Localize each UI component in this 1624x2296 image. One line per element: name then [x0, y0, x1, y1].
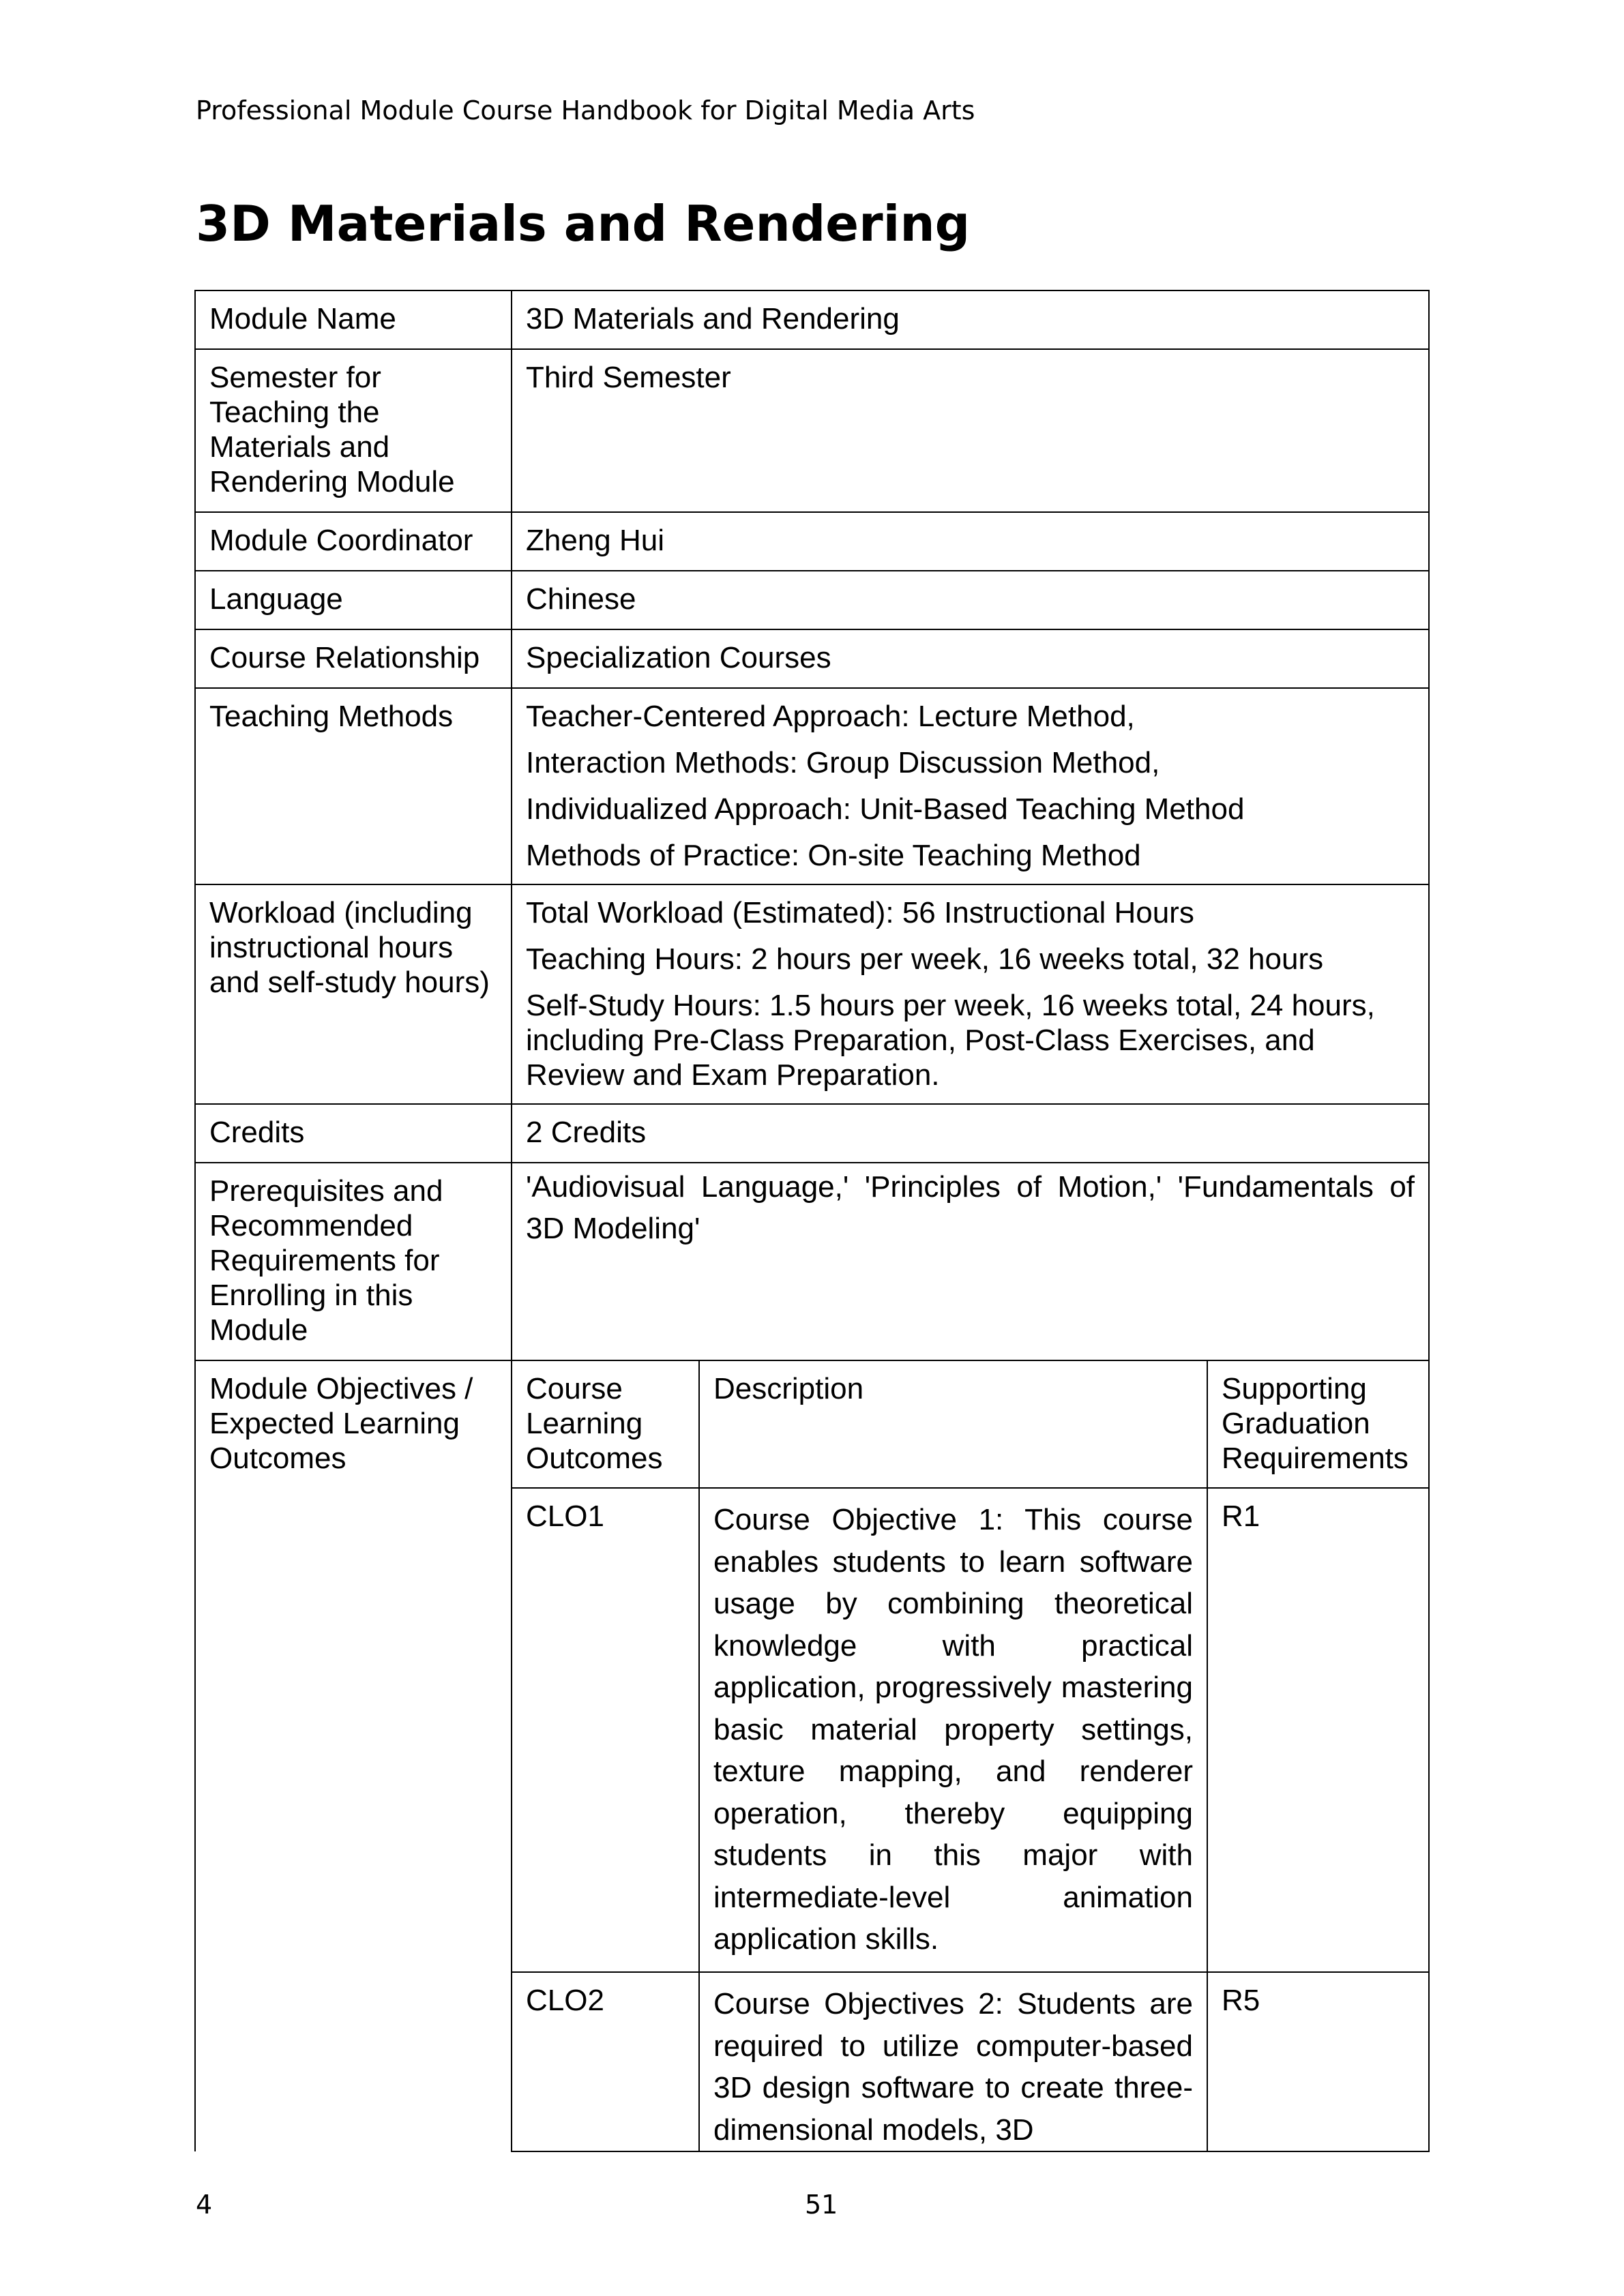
page-title: 3D Materials and Rendering: [196, 195, 971, 252]
value-language: Chinese: [512, 571, 1429, 629]
label-semester: Semester for Teaching the Materials and Rendering Module: [195, 349, 512, 512]
label-relationship: Course Relationship: [195, 629, 512, 688]
value-relationship: Specialization Courses: [512, 629, 1429, 688]
col-header-description: Description: [699, 1360, 1207, 1488]
footer-page-left: 4: [196, 2190, 213, 2220]
row-semester: [195, 349, 1429, 512]
page-header: Professional Module Course Handbook for Digital Media Arts: [196, 95, 975, 125]
clo-support: R5: [1207, 1972, 1429, 2151]
teaching-method-line: Individualized Approach: Unit-Based Teaching Method: [526, 792, 1245, 826]
label-prerequisites: Prerequisites and Recommended Requirements for Enrolling in this Module: [195, 1163, 512, 1360]
label-language: Language: [195, 571, 512, 629]
teaching-method-line: Methods of Practice: On-site Teaching Method: [526, 839, 1141, 872]
value-module-name: 3D Materials and Rendering: [512, 290, 1429, 349]
clo-id: CLO1: [512, 1488, 699, 1972]
clo-description: Course Objective 1: This course enables students to learn software usage by combining theoretical knowledge with practical application, progressively mastering basic material property settings, texture mapping, and renderer operation, thereby equipping students in this major with intermediate-level animation application skills.: [699, 1488, 1207, 1972]
teaching-method-line: Interaction Methods: Group Discussion Method,: [526, 746, 1160, 779]
row-prerequisites: [195, 1163, 1429, 1360]
workload-line: Self-Study Hours: 1.5 hours per week, 16 weeks total, 24 hours, including Pre-Class Preparation, Post-Class Exercises, and Review and Exam Preparation.: [526, 989, 1375, 1092]
workload-line: Total Workload (Estimated): 56 Instructional Hours: [526, 896, 1194, 929]
value-prerequisites: 'Audiovisual Language,' 'Principles of Motion,' 'Fundamentals of 3D Modeling': [512, 1163, 1429, 1360]
row-module-name: [195, 290, 1429, 349]
label-workload: Workload (including instructional hours and self-study hours): [195, 884, 512, 1104]
workload-line: Teaching Hours: 2 hours per week, 16 weeks total, 32 hours: [526, 942, 1324, 976]
value-coordinator: Zheng Hui: [512, 512, 1429, 571]
col-header-clo: Course Learning Outcomes: [512, 1360, 699, 1488]
row-credits: [195, 1104, 1429, 1163]
clo-id: CLO2: [512, 1972, 699, 2151]
label-credits: Credits: [195, 1104, 512, 1163]
row-coordinator: [195, 512, 1429, 571]
value-credits: 2 Credits: [512, 1104, 1429, 1163]
footer-page-number: 51: [805, 2190, 838, 2220]
value-semester: Third Semester: [512, 349, 1429, 512]
clo-support: R1: [1207, 1488, 1429, 1972]
label-objectives: Module Objectives / Expected Learning Outcomes: [195, 1360, 512, 2151]
label-teaching-methods: Teaching Methods: [195, 688, 512, 884]
teaching-method-line: Teacher-Centered Approach: Lecture Method,: [526, 700, 1135, 733]
value-workload: [512, 884, 1429, 1104]
row-language: [195, 571, 1429, 629]
row-objectives-header: [195, 1360, 1429, 1488]
row-teaching-methods: [195, 688, 1429, 884]
row-relationship: [195, 629, 1429, 688]
clo-description: Course Objectives 2: Students are required to utilize computer-based 3D design software to create three-dimensional models, 3D: [699, 1972, 1207, 2151]
module-table: [194, 290, 1430, 2152]
row-workload: [195, 884, 1429, 1104]
value-teaching-methods: [512, 688, 1429, 884]
label-coordinator: Module Coordinator: [195, 512, 512, 571]
label-module-name: Module Name: [195, 290, 512, 349]
col-header-support: Supporting Graduation Requirements: [1207, 1360, 1429, 1488]
